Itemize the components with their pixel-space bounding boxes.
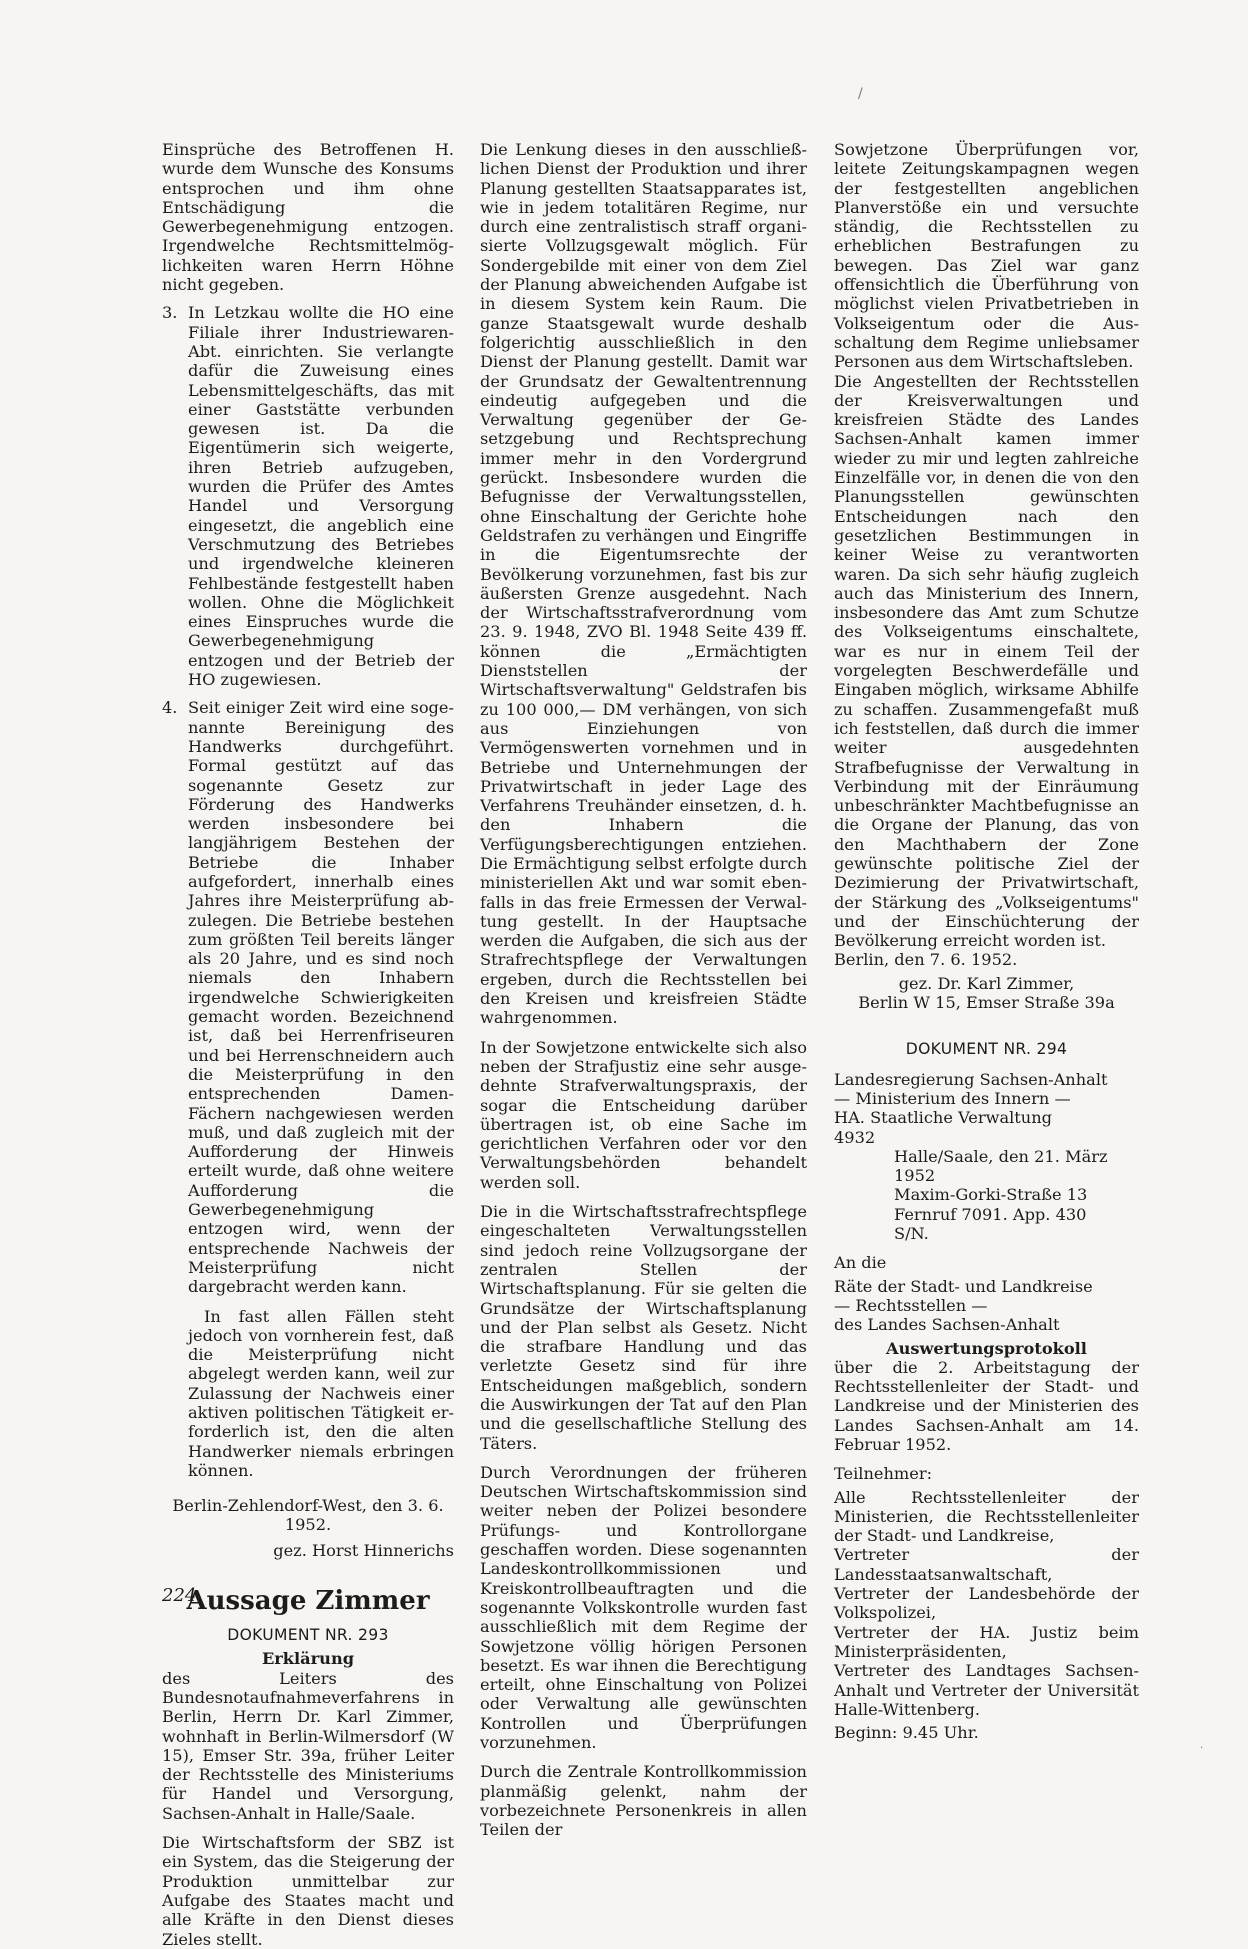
document-number: DOKUMENT NR. 294 <box>905 1040 1068 1059</box>
sender-line: 4932 <box>834 1127 876 1147</box>
declaration-title: Erklärung <box>261 1649 355 1669</box>
signature-place-date: Berlin-Zehlendorf-West, den 3. 6. 1952. <box>172 1496 444 1535</box>
participant-item: Vertreter der HA. Justiz beim Ministerpräsidenten, <box>834 1622 1139 1661</box>
declaration-text: des Leiters des Bundesnotaufnahmeverfahrens in Berlin, Herrn Dr. Karl Zimmer, wohnhaft in Berlin-Wilmersdorf (W 15), Emser Str. 39a, früher Leiter der Rechtsstelle des Ministeriums für Handel und Versorgung, Sachsen-Anhalt in Halle/Saale. <box>162 1668 454 1823</box>
sender-line: — Ministerium des Innern — <box>834 1088 1071 1108</box>
participant-item: Vertreter der Landesbehörde der Volkspolizei, <box>834 1584 1139 1623</box>
address-block <box>834 1147 1139 1243</box>
paragraph: Sowjetzone Überprüfungen vor, leitete Zeitungskampagnen wegen der festgestellten angeblichen Planverstöße ein und versuchte ständig, die Rechtsstellen zu erheblichen Bestrafungen zu bewegen. Das Ziel war ganz offensichtlich die Überführung von möglichst vielen Privatbetrieben in Volkseigentum oder die Ausschaltung dem Regime unliebsamer Personen aus dem Wirtschaftsleben. <box>834 140 1139 372</box>
participants-list <box>834 1488 1139 1720</box>
closing-paragraph: Die Wirtschaftsform der SBZ ist ein System, das die Steigerung der Produktion unmittelbar zur Aufgabe des Staates macht und alle Kräfte in den Dienst dieses Zieles stellt. <box>162 1833 454 1949</box>
signature-address: Berlin W 15, Emser Straße 39a <box>858 993 1115 1013</box>
paragraph: Die Lenkung dieses in den ausschließlichen Dienst der Produktion und ihrer Planung gestellten Staatsapparates ist, wie in jedem totalitären Regime, nur durch eine zentralistisch straff organisierte Vollzugsgewalt möglich. Für Sondergebilde mit einer von dem Ziel der Planung abweichenden Aufgabe ist in diesem System kein Raum. Die ganze Staatsgewalt wurde deshalb folgerichtig ausschließlich in den Dienst der Planung gestellt. Damit war der Grundsatz der Gewaltentrennung eindeutig aufgegeben und die Verwaltung gegenüber der Gesetzgebung und Rechtsprechung immer mehr in den Vordergrund gerückt. Insbesondere wurden die Befugnisse der Verwaltungsstellen, ohne Einschaltung der Gerichte hohe Geldstrafen zu verhängen und Eingriffe in die Eigentumsrechte der Bevölkerung vorzunehmen, fast bis zur äußersten Grenze ausgedehnt. Nach der Wirtschaftsstrafverordnung vom 23. 9. 1948, ZVO Bl. 1948 Seite 439 ff. können die „Ermächtigten Dienststellen der Wirtschaftsverwaltung" Geldstrafen bis zu 100 000,— DM verhängen, von sich aus Einziehungen von Vermögenswerten vornehmen und in Betriebe und Unternehmungen der Privatwirtschaft in jeder Lage des Verfahrens Treuhänder einsetzen, d. h. den Inhabern die Verfügungsberechtigungen entziehen. Die Ermächtigung selbst erfolgte durch ministeriellen Akt und war somit ebenfalls in das freie Ermessen der Verwaltung gestellt. In der Hauptsache werden die Aufgaben, die sich aus der Strafrechtspflege der Verwaltungen ergeben, durch die Rechtsstellen bei den Kreisen und kreisfreien Städte wahrgenommen. <box>480 140 807 1028</box>
protocol-text: über die 2. Arbeitstagung der Rechtsstellenleiter der Stadt- und Landkreise und der Ministerien des Landes Sachsen-Anhalt am 14. Februar 1952. <box>834 1357 1139 1454</box>
signature-name: gez. Horst Hinnerichs <box>273 1540 454 1560</box>
recipient-line: Räte der Stadt- und Landkreise <box>834 1276 1093 1296</box>
list-item-text: In Letzkau wollte die HO eine Filiale ihrer Industriewaren-Abt. einrichten. Sie verlangte dafür die Zuweisung eines Lebensmittelgeschäfts, das mit einer Gaststätte verbunden gewesen ist. Da die Eigentümerin sich weigerte, ihren Betrieb aufzugeben, wurden die Prüfer des Amtes Handel und Versorgung eingesetzt, die angeblich eine Verschmutzung des Betriebes und irgendwelche kleineren Fehlbestände festgestellt haben wollen. Ohne die Möglichkeit eines Einspruches wurde die Gewerbegenehmigung entzogen und der Betrieb der HO zugewiesen. <box>188 303 454 690</box>
recipient-line: — Rechtsstellen — <box>834 1295 988 1315</box>
address-line: Fernruf 7091. App. 430 <box>894 1204 1087 1224</box>
start-time: Beginn: 9.45 Uhr. <box>834 1723 979 1743</box>
document-number: DOKUMENT NR. 293 <box>227 1626 389 1645</box>
section-heading: Aussage Zimmer <box>186 1586 430 1617</box>
sender-line: HA. Staatliche Verwaltung <box>834 1108 1052 1128</box>
right-column <box>834 140 1139 1742</box>
signature-name: gez. Dr. Karl Zimmer, <box>898 973 1075 993</box>
address-line: S/N. <box>894 1224 929 1244</box>
list-item-continuation: In fast allen Fällen steht jedoch von vornherein fest, daß die Meisterprüfung nicht abgelegt werden kann, weil zur Zulassung der Nachweis einer aktiven politischen Tätigkeit erforderlich ist, den die alten Handwerker niemals erbringen können. <box>188 1306 454 1480</box>
list-item-4 <box>162 698 454 1480</box>
list-item-text: Seit einiger Zeit wird eine sogenannte Bereinigung des Handwerks durchgeführt. Formal gestützt auf das sogenannte Gesetz zur Förderung des Handwerks werden insbesondere bei langjährigem Bestehen der Betriebe die Inhaber aufgefordert, innerhalb eines Jahres ihre Meisterprüfung abzulegen. Die Betriebe bestehen zum größten Teil bereits länger als 20 Jahre, und es sind noch niemals den Inhabern irgendwelche Schwierigkeiten gemacht worden. Bezeichnend ist, daß bei Herrenfriseuren und bei Herrenschneidern auch die Meisterprüfung in den entsprechenden Damen-Fächern nachgewiesen werden muß, und daß zugleich mit der Aufforderung der Hinweis erteilt wurde, daß ohne weitere Aufforderung die Gewerbegenehmigung entzogen wird, wenn der entsprechende Nachweis der Meisterprüfung nicht dargebracht werden kann. <box>188 698 454 1297</box>
middle-column <box>480 140 807 1840</box>
intro-paragraph: Einsprüche des Betroffenen H. wurde dem Wunsche des Konsums entsprochen und ihm ohne Entschädigung die Gewerbegenehmigung entzogen. Irgendwelche Rechtsmittelmöglichkeiten waren Herrn Höhne nicht gegeben. <box>162 140 454 295</box>
address-line: Maxim-Gorki-Straße 13 <box>894 1185 1088 1205</box>
paragraph: Durch die Zentrale Kontrollkommission planmäßig gelenkt, nahm der vorbezeichnete Personenkreis in allen Teilen der <box>480 1762 807 1840</box>
paragraph: Die Angestellten der Rechtsstellen der Kreisverwaltungen und kreisfreien Städte des Landes Sachsen-Anhalt kamen immer wieder zu mir und legten zahlreiche Einzelfälle vor, in denen die von den Planungsstellen gewünschten Entscheidungen nach den gesetzlichen Bestimmungen in keiner Weise zu verantworten waren. Da sich sehr häufig zugleich auch das Ministerium des Innern, insbesondere das Amt zum Schutze des Volkseigentums einschaltete, war es nur in einem Teil der vorgelegten Beschwerdefälle und Eingaben möglich, wirksame Abhilfe zu schaffen. Zusammengefaßt muß ich feststellen, daß durch die immer weiter ausgedehnten Strafbefugnisse der Verwaltung in Verbindung mit der Einräumung unbeschränkter Machtbefugnisse an die Organe der Planung, das von den Machthabern der Zone gewünschte politische Ziel der Dezimierung der Privatwirtschaft, der Stärkung des „Volkseigentums" und der Einschüchterung der Bevölkerung erreicht worden ist. <box>834 371 1139 951</box>
recipient-block <box>834 1253 1139 1334</box>
participant-item: Alle Rechtsstellenleiter der Ministerien, die Rechtsstellenleiter der Stadt- und Landkreise, <box>834 1487 1139 1546</box>
participant-item: Vertreter des Landtages Sachsen-Anhalt und Vertreter der Universität Halle-Wittenberg. <box>834 1661 1139 1719</box>
list-item-3 <box>162 303 454 689</box>
participant-item: Vertreter der Landesstaatsanwaltschaft, <box>834 1545 1139 1584</box>
address-line: Halle/Saale, den 21. März 1952 <box>894 1146 1108 1186</box>
paragraph: Durch Verordnungen der früheren Deutschen Wirtschaftskommission sind weiter neben der Polizei besondere Prüfungs- und Kontrollorgane geschaffen worden. Diese sogenannten Landeskontrollkommissionen und Kreiskontrollbeauftragten und die sogenannte Volkskontrolle wurden fast ausschließlich mit dem Regime der Sowjetzone völlig hörigen Personen besetzt. Es war ihnen die Berechtigung erteilt, ohne Einschaltung von Polizei oder Verwaltung alle gewünschten Kontrollen und Überprüfungen vorzunehmen. <box>480 1462 807 1753</box>
page-number: 224 <box>162 1585 197 1606</box>
corner-mark: . <box>1200 1740 1204 1751</box>
paragraph: Die in die Wirtschaftsstrafrechtspflege eingeschalteten Verwaltungsstellen sind jedoch reine Vollzugsorgane der zentralen Stellen der Wirtschaftsplanung. Für sie gelten die Grundsätze der Wirtschaftsplanung und der Plan selbst als Gesetz. Nicht die strafbare Handlung und das verletzte Gesetz sind für ihre Entscheidungen maßgeblich, sondern die Auswirkungen der Tat auf den Plan und die gesellschaftliche Stellung des Täters. <box>480 1202 807 1453</box>
recipient-line: An die <box>834 1253 887 1273</box>
list-number: 3. <box>162 303 178 323</box>
sender-block <box>834 1070 1139 1147</box>
paragraph: In der Sowjetzone entwickelte sich also neben der Strafjustiz eine sehr ausgedehnte Strafverwaltungspraxis, der sogar die Entscheidung darüber übertragen ist, ob eine Sache im gerichtlichen Verfahren oder vor den Verwaltungsbehörden behandelt werden soll. <box>480 1037 807 1192</box>
list-number: 4. <box>162 698 178 718</box>
place-date: Berlin, den 7. 6. 1952. <box>834 950 1018 970</box>
left-column <box>162 140 454 1949</box>
sender-line: Landesregierung Sachsen-Anhalt <box>834 1069 1108 1089</box>
participants-label: Teilnehmer: <box>834 1464 933 1484</box>
recipient-line: des Landes Sachsen-Anhalt <box>834 1315 1060 1335</box>
margin-mark: / <box>858 86 863 102</box>
protocol-title: Auswertungsprotokoll <box>886 1338 1087 1358</box>
